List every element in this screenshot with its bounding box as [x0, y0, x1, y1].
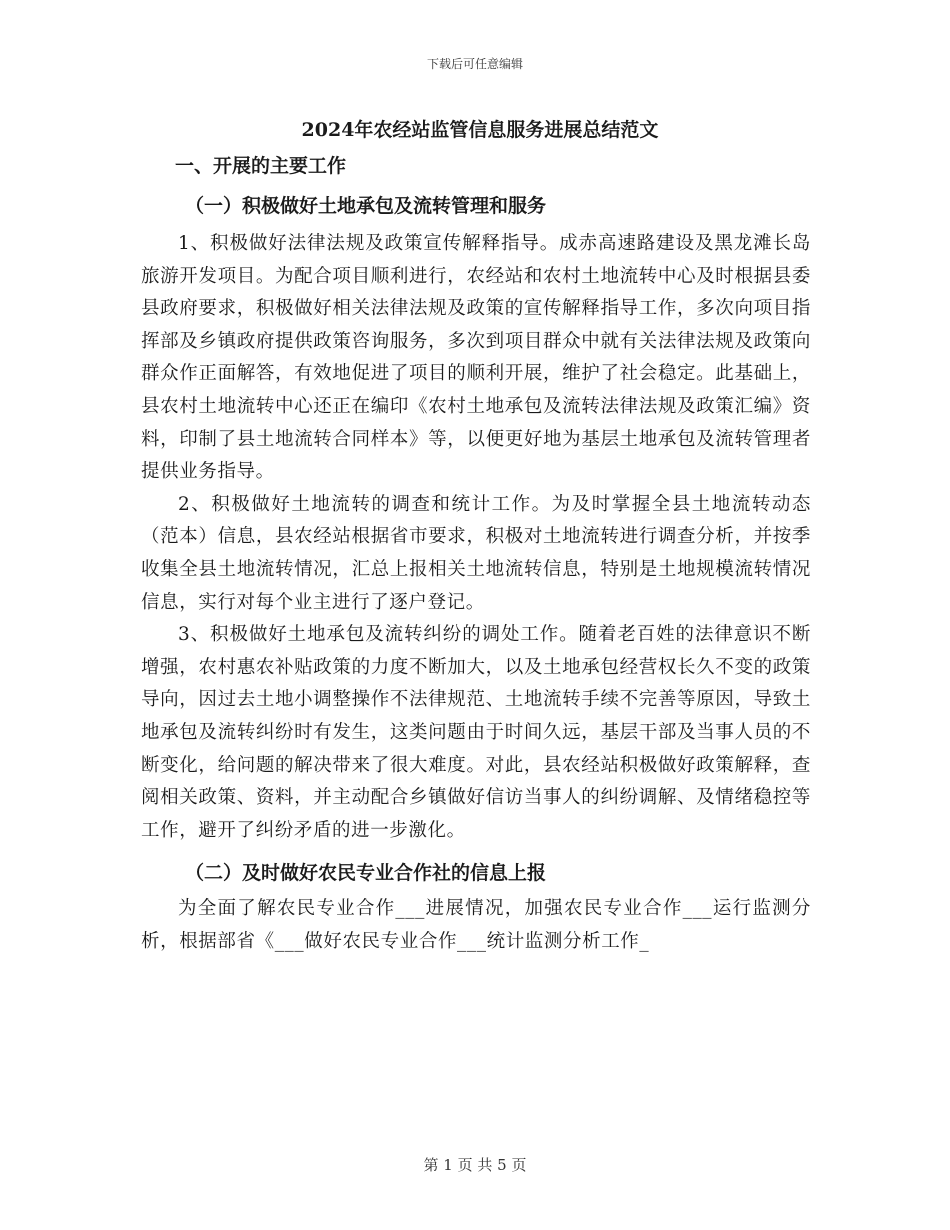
paragraph-4: 为全面了解农民专业合作___进展情况，加强农民专业合作___运行监测分析，根据部省《___做好农民专业合作___统计监测分析工作_ [141, 898, 811, 952]
paragraph-2: 2、积极做好土地流转的调查和统计工作。为及时掌握全县土地流转动态（范本）信息，县农经站根据省市要求，积极对土地流转进行调查分析，并按季收集全县土地流转情况，汇总上报相关土地流转信息，特别是土地规模流转情况信息，实行对每个业主进行了逐户登记。 [141, 493, 811, 613]
page-number: 第 1 页 共 5 页 [423, 1156, 527, 1174]
section-heading-1: 一、开展的主要工作 [175, 155, 347, 177]
paragraph-1: 1、积极做好法律法规及政策宣传解释指导。成赤高速路建设及黑龙滩长岛旅游开发项目。为配合项目顺利进行，农经站和农村土地流转中心及时根据县委县政府要求，积极做好相关法律法规及政策的宣传解释指导工作，多次向项目指挥部及乡镇政府提供政策咨询服务，多次到项目群众中就有关法律法规及政策向群众作正面解答，有效地促进了项目的顺利开展，维护了社会稳定。此基础上，县农村土地流转中心还正在编印《农村土地承包及流转法律法规及政策汇编》资料，印制了县土地流转合同样本》等，以便更好地为基层土地承包及流转管理者提供业务指导。 [141, 233, 811, 483]
subsection-heading-2: （二）及时做好农民专业合作社的信息上报 [185, 862, 547, 885]
document-title: 2024年农经站监管信息服务进展总结范文 [301, 119, 659, 141]
paragraph-3: 3、积极做好土地承包及流转纠纷的调处工作。随着老百姓的法律意识不断增强，农村惠农补贴政策的力度不断加大，以及土地承包经营权长久不变的政策导向，因过去土地小调整操作不法律规范、土地流转手续不完善等原因，导致土地承包及流转纠纷时有发生，这类问题由于时间久远，基层干部及当事人员的不断变化，给问题的解决带来了很大难度。对此，县农经站积极做好政策解释，查阅相关政策、资料，并主动配合乡镇做好信访当事人的纠纷调解、及情绪稳控等工作，避开了纠纷矛盾的进一步激化。 [141, 624, 811, 841]
header-note: 下载后可任意编辑 [426, 57, 523, 71]
subsection-heading-1: （一）积极做好土地承包及流转管理和服务 [185, 195, 547, 217]
document-body [141, 112, 811, 958]
